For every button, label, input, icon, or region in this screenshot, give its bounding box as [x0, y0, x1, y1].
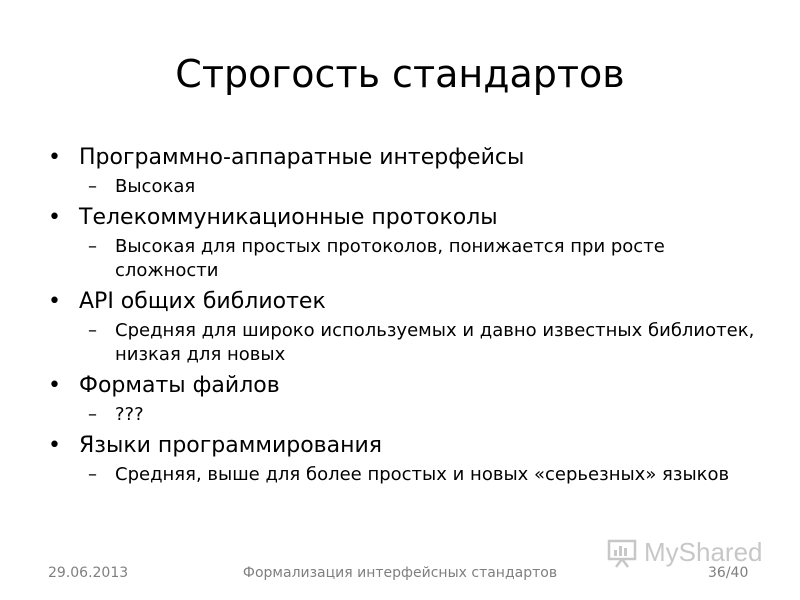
sub-text: Средняя для широко используемых и давно известных библиотек, низкая для новых: [115, 320, 755, 365]
bullet-marker: •: [48, 373, 61, 398]
dash-marker: –: [88, 464, 97, 485]
bullet-item: [48, 203, 768, 233]
sub-item: [48, 463, 768, 487]
bullet-item: [48, 431, 768, 461]
sub-text: Средняя, выше для более простых и новых «серьезных» языков: [115, 464, 730, 485]
bullet-text: Программно-аппаратные интерфейсы: [79, 145, 525, 170]
bullet-marker: •: [48, 433, 61, 458]
bullet-text: Форматы файлов: [79, 373, 280, 398]
page-number: 36/40: [708, 565, 749, 581]
bullet-text: Телекоммуникационные протоколы: [79, 205, 498, 230]
bullet-item: [48, 371, 768, 401]
footer-date: 29.06.2013: [48, 565, 129, 581]
sub-text: Высокая для простых протоколов, понижается при росте сложности: [115, 236, 665, 281]
slide-title: Строгость стандартов: [175, 52, 625, 96]
sub-text: Высокая: [115, 176, 196, 197]
sub-item: [48, 175, 768, 199]
sub-item: [48, 403, 768, 427]
bullet-text: API общих библиотек: [79, 289, 326, 314]
dash-marker: –: [88, 236, 97, 257]
bullet-list: [48, 140, 768, 491]
dash-marker: –: [88, 176, 97, 197]
dash-marker: –: [88, 404, 97, 425]
dash-marker: –: [88, 320, 97, 341]
bullet-marker: •: [48, 205, 61, 230]
bullet-item: [48, 143, 768, 173]
bullet-text: Языки программирования: [79, 433, 383, 458]
sub-item: [48, 235, 768, 283]
bullet-marker: •: [48, 145, 61, 170]
footer-title: Формализация интерфейсных стандартов: [242, 565, 558, 581]
bullet-marker: •: [48, 289, 61, 314]
bullet-item: [48, 287, 768, 317]
presentation-board-icon: [606, 536, 638, 568]
sub-text: ???: [115, 404, 144, 425]
sub-item: [48, 319, 768, 367]
watermark-text: MyShared: [644, 536, 763, 567]
